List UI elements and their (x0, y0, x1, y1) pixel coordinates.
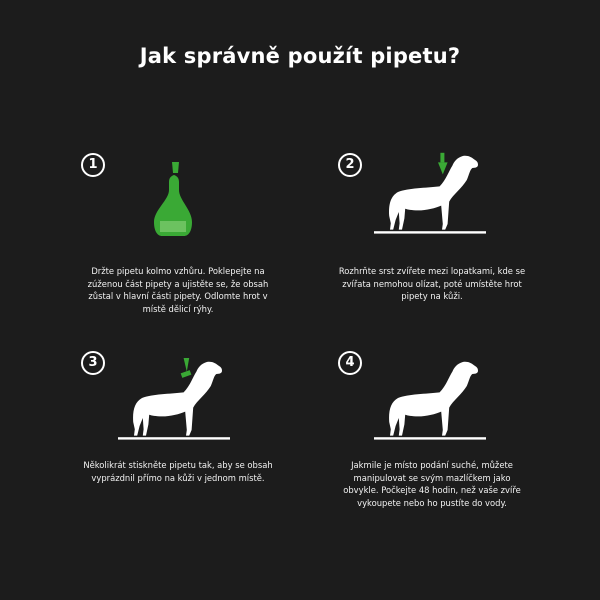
dog-illustration (366, 354, 494, 446)
ground-line (118, 437, 230, 439)
dog-illustration (110, 354, 238, 446)
step-description: Několikrát stiskněte pipetu tak, aby se obsah vyprázdnil přímo na kůži v jednom místě. (83, 460, 273, 483)
ground-line (374, 437, 486, 439)
step-number-badge: 1 (81, 153, 105, 177)
dog-illustration (366, 148, 494, 240)
step-number-badge: 4 (338, 351, 362, 375)
dog-icon (389, 362, 478, 436)
step-4 (300, 340, 600, 570)
step-1 (0, 140, 300, 370)
step-number-badge: 3 (81, 351, 105, 375)
ground-line (374, 231, 486, 233)
pipette-icon (440, 153, 444, 163)
step-number-badge: 2 (338, 153, 362, 177)
dog-icon (389, 156, 478, 230)
dog-icon (133, 362, 222, 436)
step-description: Rozhrňte srst zvířete mezi lopatkami, kde se zvířata nemohou olízat, poté umístěte hrot pipety na kůži. (338, 266, 526, 301)
step-3 (0, 340, 300, 570)
step-2 (300, 140, 600, 370)
step-description: Držte pipetu kolmo vzhůru. Poklepejte na zúženou část pipety a ujistěte se, že obsah zůstal v hlavní části pipety. Odlomte hrot v místě dělicí rýhy. (87, 266, 269, 314)
step-description: Jakmile je místo podání suché, můžete manipulovat se svým mazlíčkem jako obvykle. Počkejte 48 hodin, než vaše zvíře vykoupete nebo ho pustíte do vody. (343, 460, 521, 508)
pipette-icon (184, 358, 190, 372)
page-title: Jak správně použít pipetu? (139, 44, 461, 68)
pipette-icon (148, 160, 198, 246)
